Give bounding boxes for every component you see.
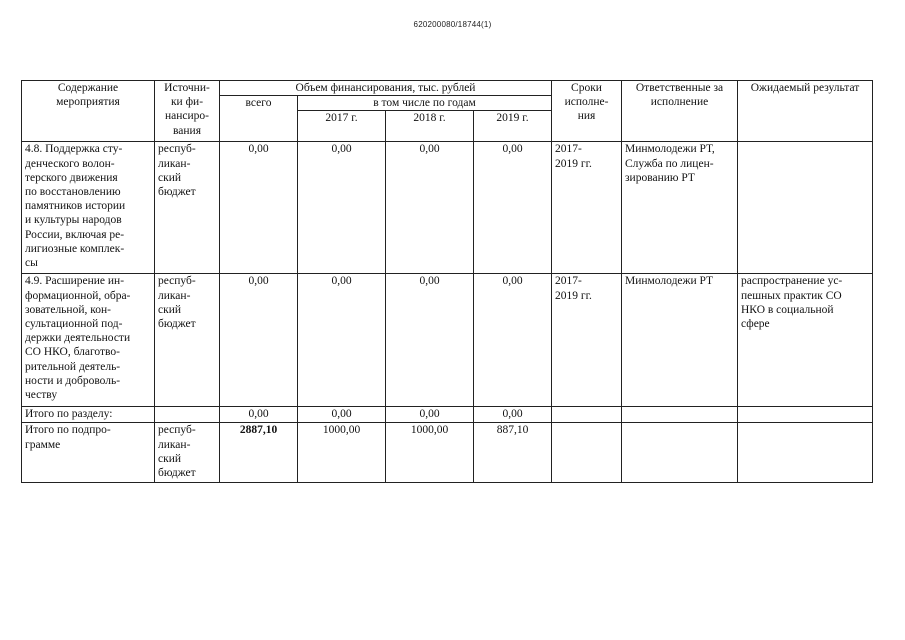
row-content: Итого по разделу: bbox=[22, 407, 155, 423]
row-terms bbox=[552, 423, 622, 483]
header-content: Содержание мероприятия bbox=[22, 81, 155, 142]
row-result bbox=[738, 423, 873, 483]
document-code: 620200080/18744(1) bbox=[413, 20, 492, 29]
row-total: 0,00 bbox=[220, 274, 298, 407]
row-content: Итого по подпро- грамме bbox=[22, 423, 155, 483]
row-result bbox=[738, 407, 873, 423]
header-responsible: Ответственные за исполнение bbox=[622, 81, 738, 142]
header-row-1 bbox=[22, 81, 873, 96]
row-2019: 0,00 bbox=[474, 274, 552, 407]
table-row bbox=[22, 274, 873, 407]
row-source: респуб- ликан- ский бюджет bbox=[155, 274, 220, 407]
header-terms: Сроки исполне- ния bbox=[552, 81, 622, 142]
header-year-2019: 2019 г. bbox=[474, 111, 552, 142]
row-2018: 0,00 bbox=[386, 142, 474, 274]
row-terms bbox=[552, 407, 622, 423]
financing-table bbox=[21, 80, 873, 483]
row-total: 2887,10 bbox=[220, 423, 298, 483]
row-2019: 887,10 bbox=[474, 423, 552, 483]
subprogram-total-row bbox=[22, 423, 873, 483]
row-2017: 0,00 bbox=[298, 142, 386, 274]
row-2019: 0,00 bbox=[474, 407, 552, 423]
row-content: 4.8. Поддержка сту- денческого волон- терского движения по восстановлению памятников истории и культуры народов России, включая ре- лигиозные комплек- сы bbox=[22, 142, 155, 274]
row-2018: 0,00 bbox=[386, 407, 474, 423]
row-total: 0,00 bbox=[220, 142, 298, 274]
header-total: всего bbox=[220, 96, 298, 142]
header-year-2018: 2018 г. bbox=[386, 111, 474, 142]
row-source bbox=[155, 407, 220, 423]
row-terms: 2017- 2019 гг. bbox=[552, 142, 622, 274]
row-terms: 2017- 2019 гг. bbox=[552, 274, 622, 407]
row-source: респуб- ликан- ский бюджет bbox=[155, 142, 220, 274]
table-row bbox=[22, 142, 873, 274]
header-result: Ожидаемый результат bbox=[738, 81, 873, 142]
row-responsible: Минмолодежи РТ, Служба по лицен- зированию РТ bbox=[622, 142, 738, 274]
row-2017: 1000,00 bbox=[298, 423, 386, 483]
row-content: 4.9. Расширение ин- формационной, обра- зовательной, кон- сультационной под- держки деятельности СО НКО, благотво- рительной деятель- ности и доброволь- честву bbox=[22, 274, 155, 407]
header-year-2017: 2017 г. bbox=[298, 111, 386, 142]
row-2019: 0,00 bbox=[474, 142, 552, 274]
row-result bbox=[738, 142, 873, 274]
row-source: респуб- ликан- ский бюджет bbox=[155, 423, 220, 483]
section-total-row bbox=[22, 407, 873, 423]
header-by-years: в том числе по годам bbox=[298, 96, 552, 111]
row-result: распространение ус- пешных практик СО НКО в социальной сфере bbox=[738, 274, 873, 407]
row-responsible bbox=[622, 407, 738, 423]
row-2018: 0,00 bbox=[386, 274, 474, 407]
row-2017: 0,00 bbox=[298, 274, 386, 407]
header-sources: Источни- ки фи- нансиро- вания bbox=[155, 81, 220, 142]
row-responsible bbox=[622, 423, 738, 483]
row-total: 0,00 bbox=[220, 407, 298, 423]
header-funding-volume: Объем финансирования, тыс. рублей bbox=[220, 81, 552, 96]
row-responsible: Минмолодежи РТ bbox=[622, 274, 738, 407]
row-2018: 1000,00 bbox=[386, 423, 474, 483]
row-2017: 0,00 bbox=[298, 407, 386, 423]
